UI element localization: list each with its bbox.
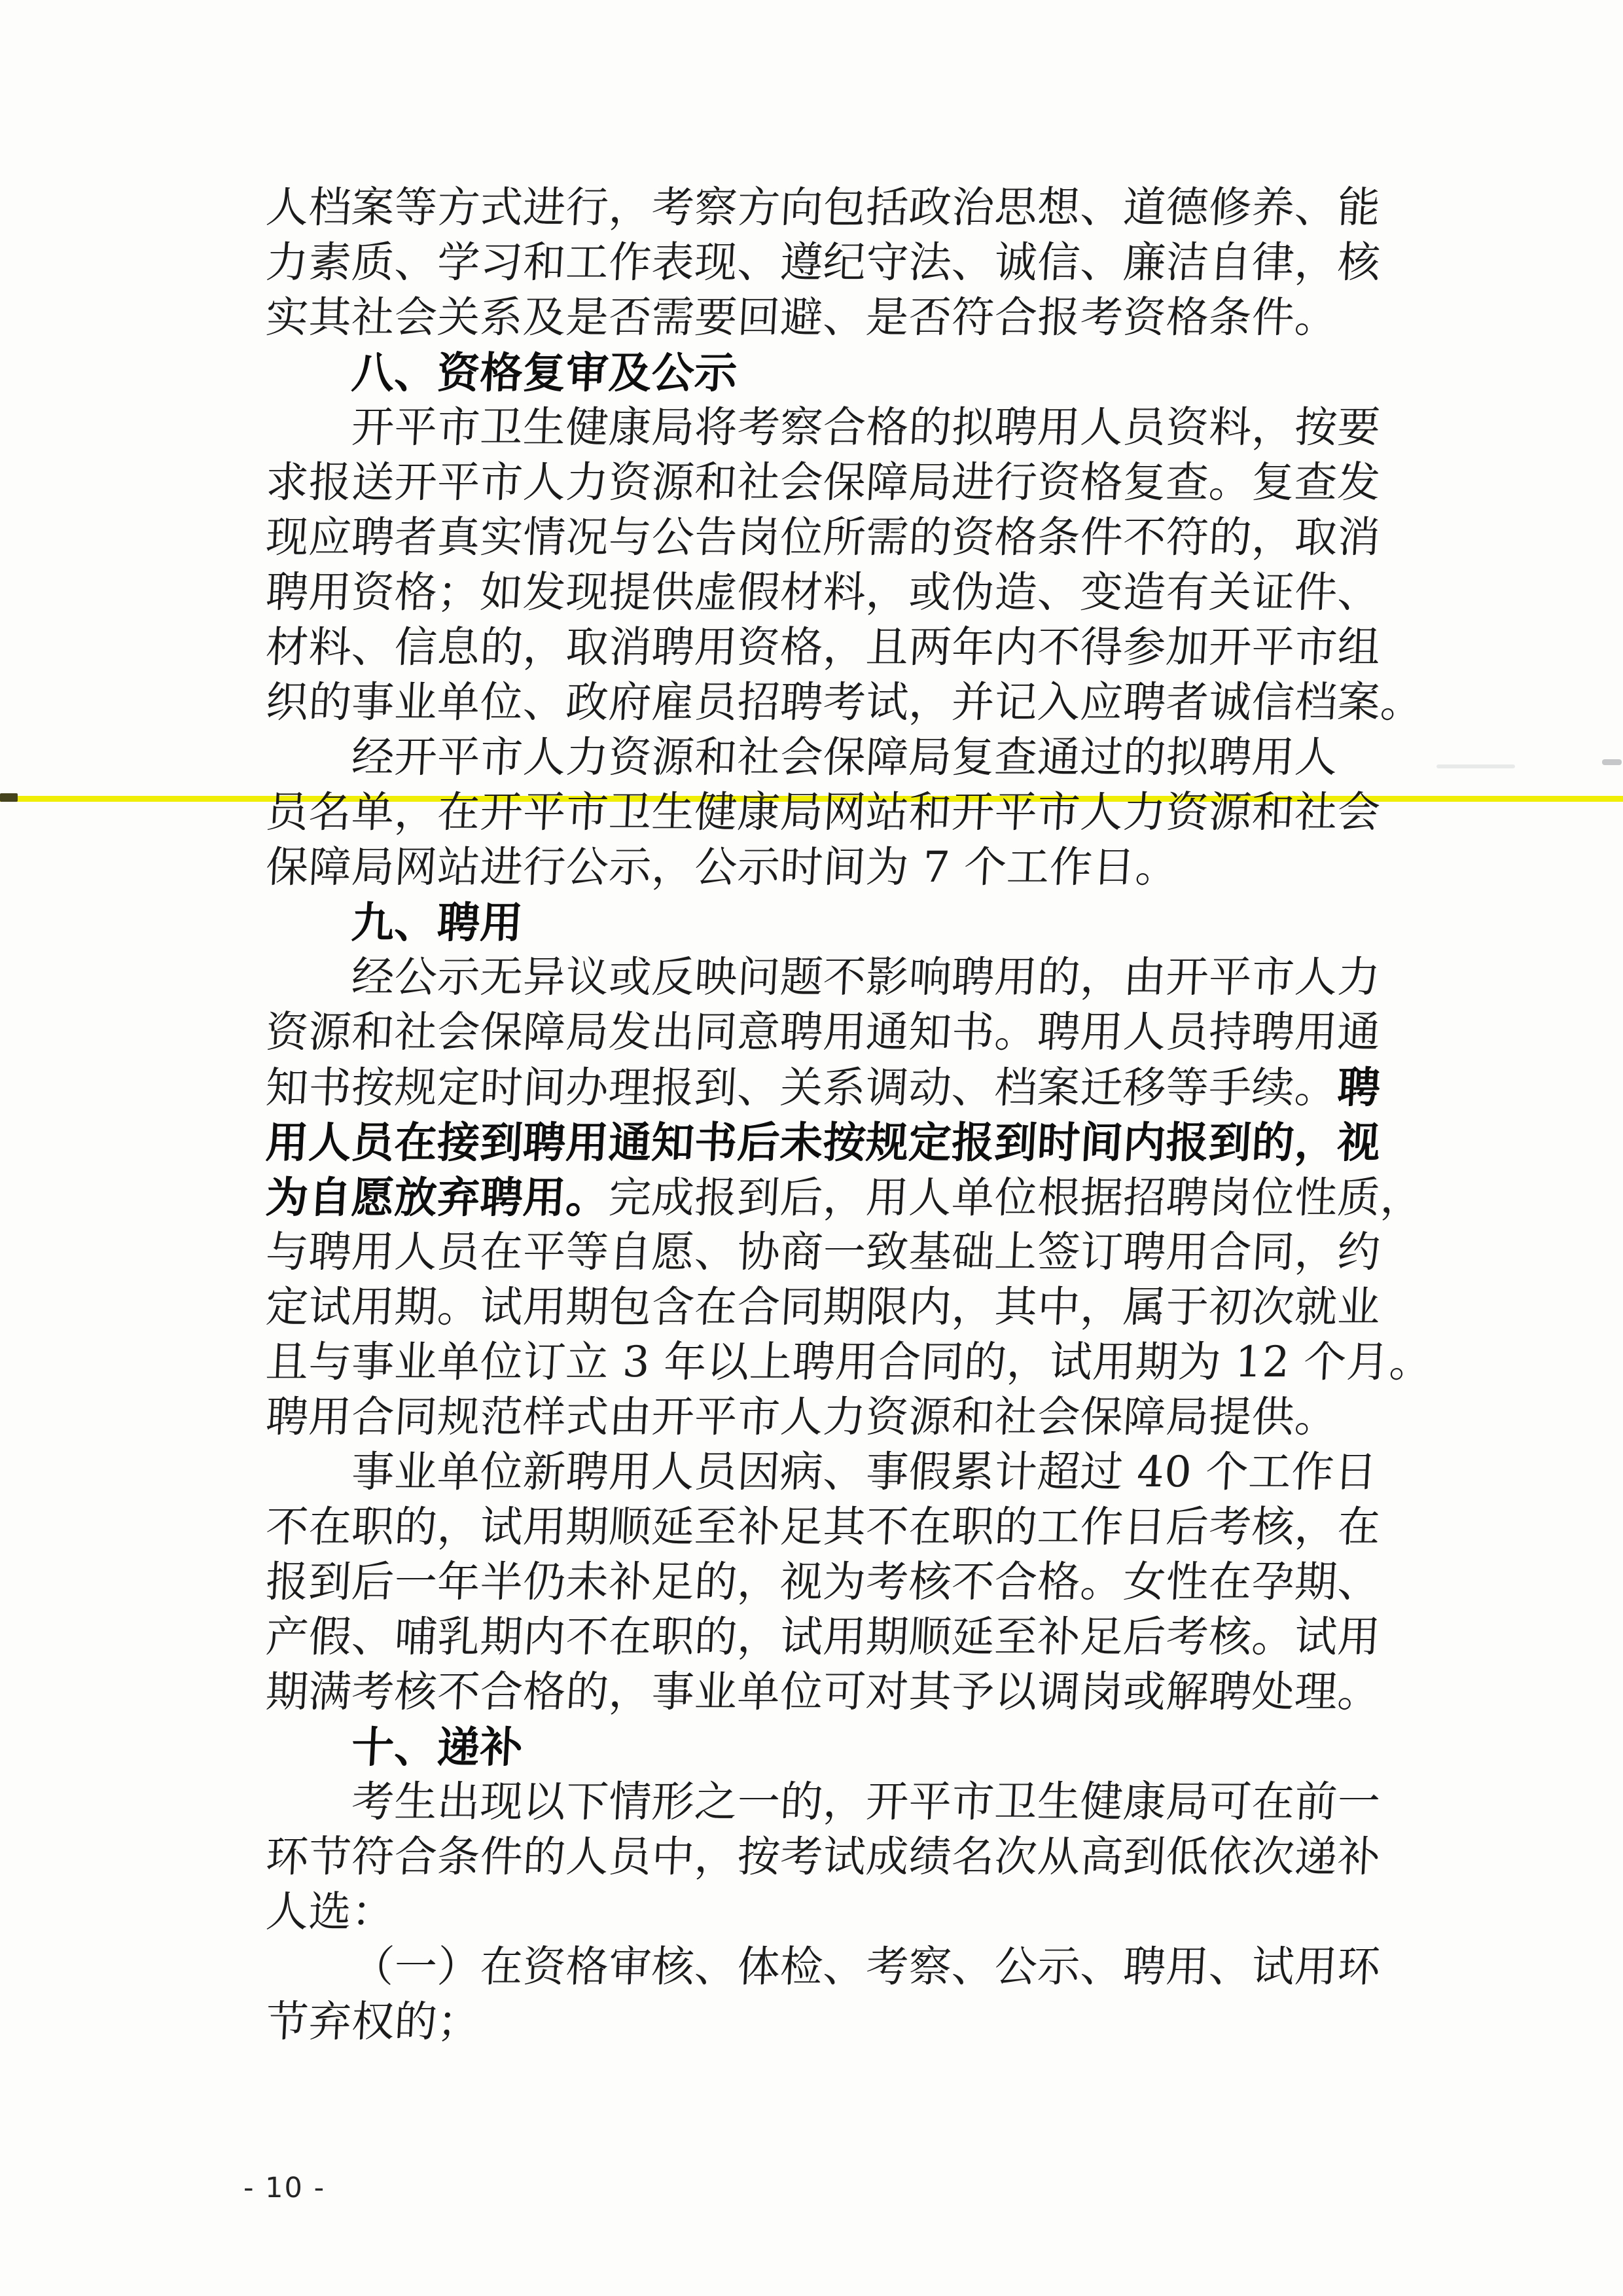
- text-segment: 聘用合同规范样式由开平市人力资源和社会保障局提供。: [264, 1393, 1339, 1442]
- text-segment: 环节符合条件的人员中，按考试成绩名次从高到低依次递补: [264, 1833, 1382, 1882]
- text-line: [264, 785, 1406, 840]
- text-line: [264, 840, 1406, 895]
- text-line: [264, 181, 1406, 236]
- text-segment: 织的事业单位、政府雇员招聘考试，并记入应聘者诚信档案。: [264, 678, 1425, 727]
- text-segment: 不在职的，试用期顺延至补足其不在职的工作日后考核，在: [264, 1503, 1382, 1552]
- text-segment: 完成报到后，用人单位根据招聘岗位性质，: [607, 1174, 1425, 1223]
- text-line: [264, 1280, 1406, 1335]
- text-line: [264, 1940, 1406, 1995]
- text-segment: （一）在资格审核、体检、考察、公示、聘用、试用环: [350, 1943, 1382, 1992]
- text-line: [264, 1775, 1406, 1830]
- text-line: [264, 730, 1406, 785]
- text-line: [264, 565, 1406, 620]
- text-line: [264, 236, 1406, 291]
- text-line: [264, 1665, 1406, 1720]
- bold-text-segment: 九、聘用: [350, 898, 525, 948]
- text-segment: 报到后一年半仍未补足的，视为考核不合格。女性在孕期、: [264, 1558, 1382, 1607]
- text-line: [264, 1610, 1406, 1665]
- text-segment: 且与事业单位订立 3 年以上聘用合同的，试用期为 12 个月。: [264, 1338, 1434, 1387]
- bold-text-segment: 为自愿放弃聘用。: [264, 1173, 611, 1223]
- text-line: [264, 291, 1406, 346]
- text-line: [264, 401, 1406, 456]
- section-heading: [264, 346, 1406, 401]
- bold-text-segment: 用人员在接到聘用通知书后未按规定报到时间内报到的，视: [264, 1118, 1382, 1168]
- text-segment: 定试用期。试用期包含在合同期限内，其中，属于初次就业: [264, 1283, 1382, 1332]
- text-line: [264, 1830, 1406, 1885]
- text-line: [264, 1500, 1406, 1555]
- text-segment: 知书按规定时间办理报到、关系调动、档案迁移等手续。: [264, 1064, 1339, 1113]
- text-line: [264, 1335, 1434, 1390]
- text-segment: 经公示无异议或反映问题不影响聘用的，由开平市人力: [350, 953, 1382, 1002]
- text-segment: 人选：: [264, 1888, 396, 1937]
- text-line: [264, 1115, 1406, 1170]
- text-line: [264, 1445, 1406, 1500]
- text-segment: 保障局网站进行公示，公示时间为 7 个工作日。: [264, 843, 1180, 892]
- bold-text-segment: 十、递补: [350, 1723, 525, 1772]
- text-segment: 事业单位新聘用人员因病、事假累计超过 40 个工作日: [350, 1448, 1379, 1497]
- section-heading: [264, 1720, 1406, 1775]
- text-segment: 考生出现以下情形之一的，开平市卫生健康局可在前一: [350, 1778, 1382, 1827]
- section-heading: [264, 895, 1406, 950]
- text-line: [264, 950, 1406, 1005]
- text-segment: 人档案等方式进行，考察方向包括政治思想、道德修养、能: [264, 183, 1382, 232]
- scan-artifact-right-edge: [1602, 759, 1622, 765]
- document-text-block: [264, 181, 1434, 2050]
- text-segment: 求报送开平市人力资源和社会保障局进行资格复查。复查发: [264, 458, 1382, 507]
- text-segment: 现应聘者真实情况与公告岗位所需的资格条件不符的，取消: [264, 513, 1382, 562]
- text-segment: 经开平市人力资源和社会保障局复查通过的拟聘用人: [350, 733, 1339, 782]
- text-line: [264, 511, 1406, 565]
- text-line: [264, 456, 1406, 511]
- text-segment: 聘用资格；如发现提供虚假材料，或伪造、变造有关证件、: [264, 568, 1382, 617]
- text-segment: 力素质、学习和工作表现、遵纪守法、诚信、廉洁自律，核: [264, 238, 1382, 287]
- text-segment: 实其社会关系及是否需要回避、是否符合报考资格条件。: [264, 293, 1339, 342]
- bold-text-segment: 聘: [1336, 1063, 1382, 1113]
- text-line: [264, 1995, 1406, 2050]
- text-segment: 期满考核不合格的，事业单位可对其予以调岗或解聘处理。: [264, 1668, 1382, 1717]
- text-line: [264, 620, 1406, 675]
- text-line: [264, 1170, 1425, 1225]
- text-segment: 员名单，在开平市卫生健康局网站和开平市人力资源和社会: [264, 788, 1382, 837]
- text-segment: 产假、哺乳期内不在职的，试用期顺延至补足后考核。试用: [264, 1613, 1382, 1662]
- text-segment: 与聘用人员在平等自愿、协商一致基础上签订聘用合同，约: [264, 1228, 1382, 1277]
- scan-artifact-smudge: [1436, 764, 1515, 768]
- text-line: [264, 1885, 1406, 1940]
- text-line: [264, 1005, 1406, 1060]
- text-line: [264, 675, 1425, 730]
- text-line: [264, 1390, 1406, 1445]
- text-segment: 开平市卫生健康局将考察合格的拟聘用人员资料，按要: [350, 403, 1382, 452]
- text-segment: 资源和社会保障局发出同意聘用通知书。聘用人员持聘用通: [264, 1008, 1382, 1057]
- scan-artifact-left-edge: [0, 793, 18, 802]
- text-line: [264, 1060, 1406, 1115]
- text-segment: 材料、信息的，取消聘用资格，且两年内不得参加开平市组: [264, 623, 1382, 672]
- page-number: - 10 -: [243, 2172, 326, 2204]
- text-segment: 节弃权的；: [264, 1998, 482, 2047]
- text-line: [264, 1225, 1406, 1280]
- text-line: [264, 1555, 1406, 1610]
- bold-text-segment: 八、资格复审及公示: [350, 348, 739, 398]
